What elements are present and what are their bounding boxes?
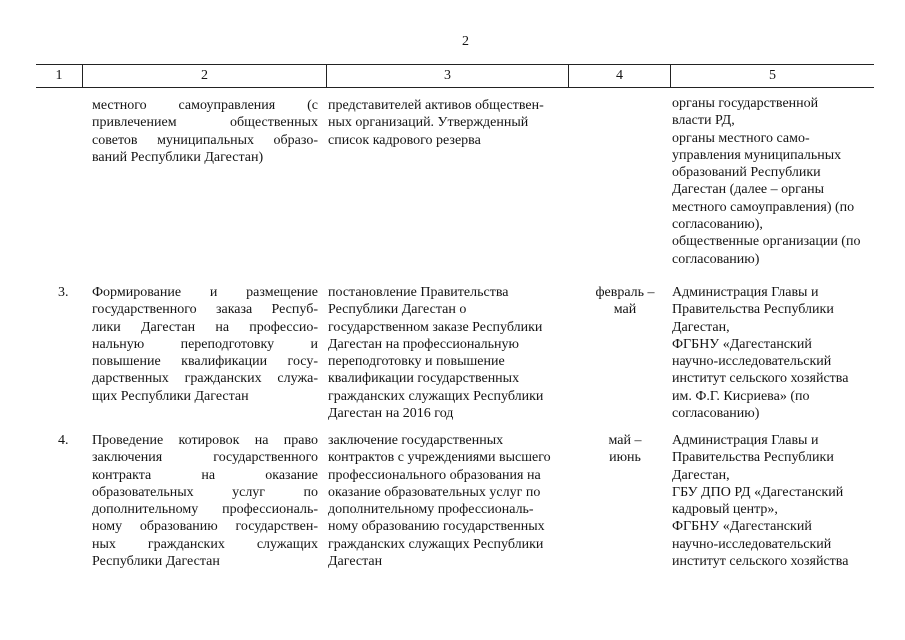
table-header xyxy=(36,64,874,88)
text-line: Дагестан на профессиональную xyxy=(328,336,519,352)
text-line: контракта на оказание xyxy=(92,467,318,483)
text-line: привлечением общественных xyxy=(92,115,318,131)
text-line: май xyxy=(613,302,637,318)
text-line: Правительства Республики xyxy=(672,302,834,318)
text-line: им. Ф.Г. Кисриева» (по xyxy=(672,388,810,404)
header-col-2: 2 xyxy=(82,65,326,87)
text-line: дополнительному профессиональ- xyxy=(92,502,318,518)
text-line: гражданских служащих Республики xyxy=(328,536,544,552)
text-line: власти РД, xyxy=(672,113,735,129)
text-line: Формирование и размещение xyxy=(92,285,318,300)
text-line: дарственных гражданских служа- xyxy=(92,371,318,387)
text-line: профессионального образования на xyxy=(328,467,541,483)
text-line: ФГБНУ «Дагестанский xyxy=(672,336,812,352)
row3-col3-text xyxy=(328,284,568,422)
text-line: ному образованию государствен- xyxy=(92,519,318,535)
header-col-5: 5 xyxy=(670,65,874,87)
text-line: институт сельского хозяйства xyxy=(672,554,849,570)
text-line: ных организаций. Утвержденный xyxy=(328,115,529,131)
text-line: местного самоуправления) (по xyxy=(672,199,855,215)
text-line: государственном заказе Республики xyxy=(328,319,543,335)
header-col-3: 3 xyxy=(326,65,568,87)
text-line: представителей активов обществен- xyxy=(328,98,544,113)
text-line: управления муниципальных xyxy=(672,147,842,163)
text-line: переподготовку и повышение xyxy=(328,354,505,370)
text-line: Дагестан на 2016 год xyxy=(328,406,454,422)
text-line: щих Республики Дагестан xyxy=(92,388,249,404)
text-line: постановление Правительства xyxy=(328,285,509,300)
text-line: Дагестан (далее – органы xyxy=(672,182,824,198)
text-line: советов муниципальных образо- xyxy=(92,132,318,148)
text-line: образовательных услуг по xyxy=(92,484,318,500)
text-line: Дагестан, xyxy=(672,319,730,335)
row3-col2-text xyxy=(92,284,318,405)
text-line: ных гражданских служащих xyxy=(92,536,318,552)
row4-period xyxy=(580,432,670,467)
text-line: контрактов с учреждениями высшего xyxy=(328,450,551,466)
text-line: Республики Дагестан xyxy=(92,554,220,570)
text-line: органы местного само- xyxy=(672,130,810,146)
text-line: Дагестан xyxy=(328,554,383,570)
text-line: образований Республики xyxy=(672,165,821,181)
text-line: Правительства Республики xyxy=(672,450,834,466)
row4-col5-text xyxy=(672,432,882,570)
text-line: заключения государственного xyxy=(92,450,318,466)
text-line: общественные организации (по xyxy=(672,234,861,250)
text-line: Дагестан, xyxy=(672,467,730,483)
text-line: февраль – xyxy=(595,285,655,300)
text-line: заключение государственных xyxy=(328,433,504,448)
text-line: согласованию) xyxy=(672,251,760,267)
text-line: ваний Республики Дагестан) xyxy=(92,149,264,165)
row-number: 4. xyxy=(58,433,69,448)
text-line: июнь xyxy=(609,450,641,466)
page-number: 2 xyxy=(462,34,469,49)
text-line: кадровый центр», xyxy=(672,502,778,518)
text-line: ГБУ ДПО РД «Дагестанский xyxy=(672,484,844,500)
text-line: научно-исследовательский xyxy=(672,536,832,552)
text-line: нальную переподготовку и xyxy=(92,336,318,352)
header-col-1: 1 xyxy=(55,68,63,83)
text-line: Администрация Главы и xyxy=(672,433,819,448)
text-line: квалификации государственных xyxy=(328,371,520,387)
text-line: гражданских служащих Республики xyxy=(328,388,544,404)
row3-col5-text xyxy=(672,284,882,422)
text-line: научно-исследовательский xyxy=(672,354,832,370)
text-line: Администрация Главы и xyxy=(672,285,819,300)
header-col-4: 4 xyxy=(568,65,670,87)
text-line: органы государственной xyxy=(672,96,819,111)
text-line: согласованию), xyxy=(672,217,763,233)
text-line: местного самоуправления (с xyxy=(92,98,318,113)
continuation-col2-text xyxy=(92,97,318,166)
text-line: ному образованию государственных xyxy=(328,519,545,535)
text-line: повышение квалификации госу- xyxy=(92,354,318,370)
text-line: лики Дагестан на профессио- xyxy=(92,319,318,335)
text-line: дополнительному профессиональ- xyxy=(328,502,534,518)
text-line: государственного заказа Респуб- xyxy=(92,302,318,318)
text-line: май – xyxy=(608,433,642,448)
row3-period xyxy=(580,284,670,319)
continuation-col3-text xyxy=(328,97,568,149)
text-line: список кадрового резерва xyxy=(328,132,481,148)
row-number: 3. xyxy=(58,285,69,300)
row4-col2-text xyxy=(92,432,318,570)
text-line: ФГБНУ «Дагестанский xyxy=(672,519,812,535)
continuation-col5-text xyxy=(672,95,882,268)
text-line: согласованию) xyxy=(672,406,760,422)
row4-col3-text xyxy=(328,432,568,570)
text-line: оказание образовательных услуг по xyxy=(328,484,541,500)
text-line: институт сельского хозяйства xyxy=(672,371,849,387)
text-line: Проведение котировок на право xyxy=(92,433,318,448)
text-line: Республики Дагестан о xyxy=(328,302,467,318)
